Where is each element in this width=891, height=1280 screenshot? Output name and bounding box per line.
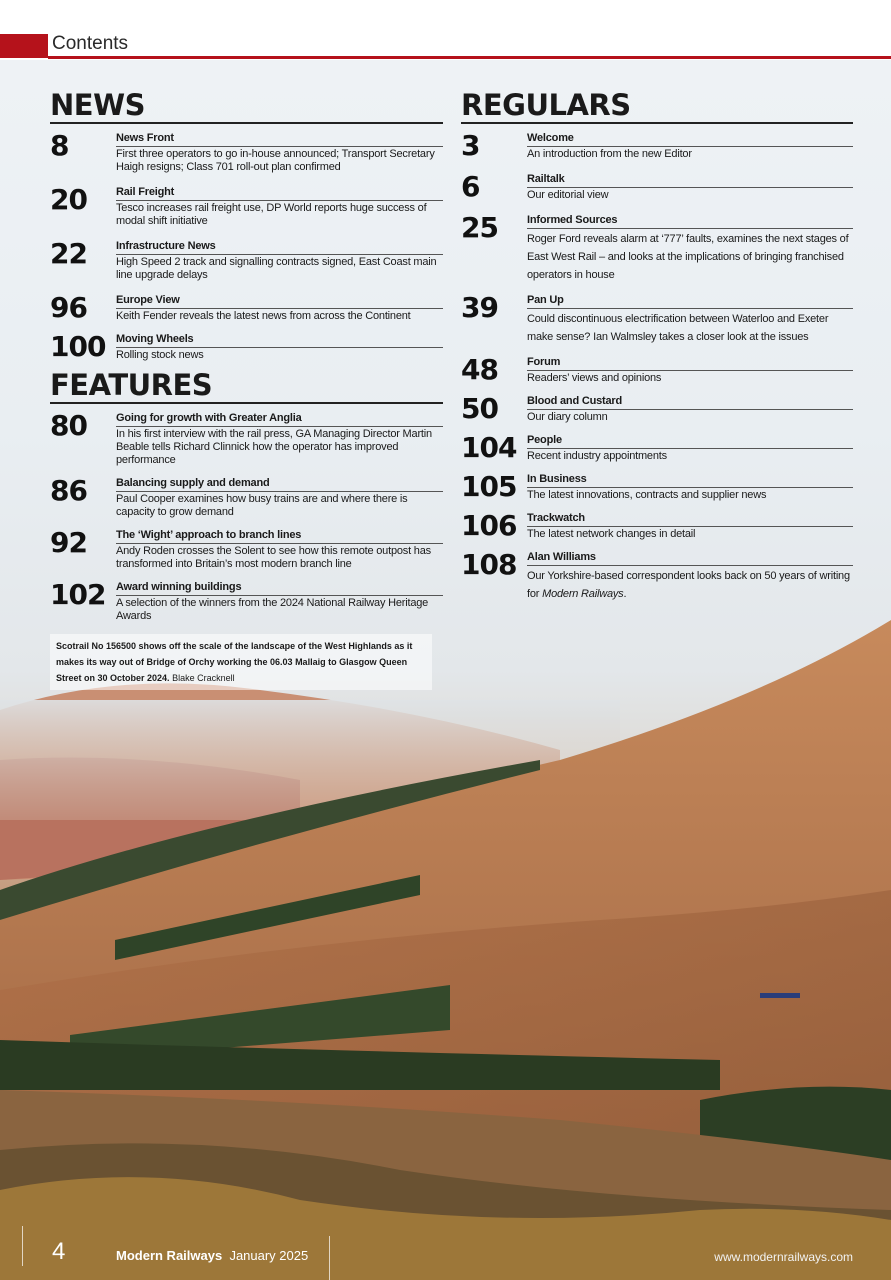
toc-entry[interactable] bbox=[461, 548, 853, 603]
page-number-ref: 86 bbox=[50, 474, 87, 507]
entry-body bbox=[116, 294, 443, 323]
entry-title[interactable]: The ‘Wight’ approach to branch lines bbox=[116, 529, 443, 544]
toc-entry[interactable] bbox=[50, 474, 443, 519]
entry-body bbox=[116, 333, 443, 362]
page-title: Contents bbox=[52, 33, 129, 54]
entry-title[interactable]: In Business bbox=[527, 473, 853, 488]
entry-body bbox=[527, 551, 853, 603]
entry-description-text: Our Yorkshire-based correspondent looks back on 50 years of writing for bbox=[527, 570, 850, 600]
entry-body bbox=[527, 132, 853, 161]
page-number-ref: 106 bbox=[461, 509, 517, 542]
issue-date: January 2025 bbox=[229, 1248, 309, 1263]
entry-description bbox=[116, 544, 443, 571]
page-number-ref: 80 bbox=[50, 409, 87, 442]
entry-description bbox=[527, 410, 853, 424]
entry-title[interactable]: Forum bbox=[527, 356, 853, 371]
photo-caption bbox=[50, 634, 432, 690]
news-heading: NEWS bbox=[50, 88, 443, 124]
entry-description bbox=[527, 188, 853, 202]
entry-title[interactable]: Informed Sources bbox=[527, 214, 853, 229]
entry-description bbox=[116, 309, 443, 323]
entry-description bbox=[116, 255, 443, 282]
entry-body bbox=[116, 186, 443, 228]
page-number-ref: 3 bbox=[461, 129, 480, 162]
toc-entry[interactable] bbox=[461, 470, 853, 503]
toc-entry[interactable] bbox=[461, 353, 853, 386]
toc-entry[interactable] bbox=[50, 183, 443, 228]
entry-body bbox=[527, 294, 853, 346]
toc-entry[interactable] bbox=[50, 409, 443, 467]
page-number-ref: 8 bbox=[50, 129, 69, 162]
entry-description-text: A selection of the winners from the 2024 National Railway Heritage Awards bbox=[116, 597, 429, 622]
entry-body bbox=[116, 477, 443, 519]
page-header bbox=[0, 32, 891, 60]
page-number-ref: 25 bbox=[461, 211, 498, 244]
page-number-ref: 22 bbox=[50, 237, 87, 270]
entry-body bbox=[116, 240, 443, 282]
page-number-ref: 96 bbox=[50, 291, 87, 324]
entry-description-text: Our editorial view bbox=[527, 189, 609, 201]
entry-description bbox=[527, 229, 853, 284]
entry-description bbox=[527, 527, 853, 541]
entry-body bbox=[527, 173, 853, 202]
toc-entry[interactable] bbox=[461, 291, 853, 346]
page-number-ref: 39 bbox=[461, 291, 498, 324]
entry-description-text: Readers’ views and opinions bbox=[527, 372, 662, 384]
caption-text: Scotrail No 156500 shows off the scale of the landscape of the West Highlands as it makes its way out of Bridge of Orchy working the 06.03 Mallaig to Glasgow Queen Street on 30 October 2024. bbox=[56, 641, 413, 683]
news-list bbox=[50, 129, 443, 363]
page-number: 4 bbox=[52, 1238, 66, 1265]
entry-description-text: Tesco increases rail freight use, DP World reports huge success of modal shift initiative bbox=[116, 202, 427, 227]
entry-description bbox=[116, 427, 443, 467]
entry-description-text: High Speed 2 track and signalling contracts signed, East Coast main line upgrade delays bbox=[116, 256, 437, 281]
entry-title[interactable]: Balancing supply and demand bbox=[116, 477, 443, 492]
crop-mark bbox=[22, 1226, 23, 1266]
page-number-ref: 20 bbox=[50, 183, 87, 216]
entry-description bbox=[527, 449, 853, 463]
entry-description-end: . bbox=[623, 588, 627, 600]
crop-mark bbox=[329, 1236, 330, 1280]
entry-description-text: Our diary column bbox=[527, 411, 608, 423]
toc-entry[interactable] bbox=[50, 526, 443, 571]
toc-entry[interactable] bbox=[461, 392, 853, 425]
entry-body bbox=[527, 512, 853, 541]
entry-description-text: First three operators to go in-house announced; Transport Secretary Haigh resigns; Class 701 roll-out plan confirmed bbox=[116, 148, 435, 173]
entry-title[interactable]: Europe View bbox=[116, 294, 443, 309]
entry-description bbox=[527, 309, 853, 346]
regulars-heading: REGULARS bbox=[461, 88, 853, 124]
entry-body bbox=[527, 434, 853, 463]
entry-description bbox=[116, 348, 443, 362]
entry-body bbox=[527, 473, 853, 502]
toc-entry[interactable] bbox=[50, 578, 443, 623]
toc-entry[interactable] bbox=[461, 509, 853, 542]
publication-line bbox=[116, 1248, 308, 1263]
entry-body bbox=[527, 356, 853, 385]
photo-credit: Blake Cracknell bbox=[172, 673, 235, 683]
entry-description-text: Recent industry appointments bbox=[527, 450, 667, 462]
section-tab bbox=[0, 34, 48, 58]
toc-entry[interactable] bbox=[50, 291, 443, 324]
toc-entry[interactable] bbox=[461, 170, 853, 203]
entry-title[interactable]: People bbox=[527, 434, 853, 449]
entry-description bbox=[116, 596, 443, 623]
entry-description-text: The latest innovations, contracts and supplier news bbox=[527, 489, 767, 501]
entry-description-text: In his first interview with the rail press, GA Managing Director Martin Beable tells Richard Clinnick how the operator has improved performance bbox=[116, 428, 432, 466]
entry-description bbox=[116, 492, 443, 519]
entry-body bbox=[116, 529, 443, 571]
entry-title[interactable]: Railtalk bbox=[527, 173, 853, 188]
entry-title[interactable]: Rail Freight bbox=[116, 186, 443, 201]
entry-title[interactable]: Infrastructure News bbox=[116, 240, 443, 255]
toc-entry[interactable] bbox=[50, 330, 443, 363]
entry-title[interactable]: Pan Up bbox=[527, 294, 853, 309]
page-number-ref: 102 bbox=[50, 578, 106, 611]
toc-entry[interactable] bbox=[461, 129, 853, 162]
entry-description-text: Paul Cooper examines how busy trains are and where there is capacity to grow demand bbox=[116, 493, 408, 518]
entry-body bbox=[527, 395, 853, 424]
entry-description-text: Rolling stock news bbox=[116, 349, 204, 361]
features-heading: FEATURES bbox=[50, 368, 443, 404]
entry-description bbox=[116, 147, 443, 174]
entry-description bbox=[527, 566, 853, 603]
entry-title[interactable]: Blood and Custard bbox=[527, 395, 853, 410]
entry-description-text: An introduction from the new Editor bbox=[527, 148, 692, 160]
page-number-ref: 108 bbox=[461, 548, 517, 581]
entry-title[interactable]: Trackwatch bbox=[527, 512, 853, 527]
entry-body bbox=[116, 581, 443, 623]
page-number-ref: 92 bbox=[50, 526, 87, 559]
entry-description-text: Keith Fender reveals the latest news from across the Continent bbox=[116, 310, 411, 322]
entry-title[interactable]: News Front bbox=[116, 132, 443, 147]
left-column bbox=[50, 88, 443, 633]
entry-description bbox=[527, 488, 853, 502]
publication-name: Modern Railways bbox=[116, 1248, 223, 1263]
entry-description-italic: Modern Railways bbox=[542, 588, 624, 600]
entry-body bbox=[116, 132, 443, 174]
page-footer bbox=[0, 1226, 891, 1280]
page-number-ref: 6 bbox=[461, 170, 480, 203]
toc-entry[interactable] bbox=[461, 211, 853, 284]
page-number-ref: 48 bbox=[461, 353, 498, 386]
entry-body bbox=[116, 412, 443, 467]
features-list bbox=[50, 409, 443, 623]
toc-entry[interactable] bbox=[50, 129, 443, 174]
right-column bbox=[461, 88, 853, 613]
entry-description-text: The latest network changes in detail bbox=[527, 528, 696, 540]
entry-description bbox=[527, 371, 853, 385]
regulars-list bbox=[461, 129, 853, 603]
entry-description bbox=[116, 201, 443, 228]
entry-title[interactable]: Alan Williams bbox=[527, 551, 853, 566]
entry-body bbox=[527, 214, 853, 284]
page-number-ref: 50 bbox=[461, 392, 498, 425]
page-number-ref: 104 bbox=[461, 431, 517, 464]
entry-description-text: Roger Ford reveals alarm at ‘777’ faults, examines the next stages of East West Rail – and looks at the implications of bringing franchised operators in house bbox=[527, 233, 849, 281]
entry-description-text: Andy Roden crosses the Solent to see how this remote outpost has transformed into Britain’s most modern branch line bbox=[116, 545, 431, 570]
website-link[interactable]: www.modernrailways.com bbox=[714, 1250, 853, 1264]
page-number-ref: 100 bbox=[50, 330, 106, 363]
entry-title[interactable]: Going for growth with Greater Anglia bbox=[116, 412, 443, 427]
header-rule bbox=[48, 56, 891, 59]
page-number-ref: 105 bbox=[461, 470, 517, 503]
entry-title[interactable]: Moving Wheels bbox=[116, 333, 443, 348]
entry-description bbox=[527, 147, 853, 161]
entry-title[interactable]: Award winning buildings bbox=[116, 581, 443, 596]
entry-description-text: Could discontinuous electrification between Waterloo and Exeter make sense? Ian Walmsley takes a closer look at the issues bbox=[527, 313, 829, 343]
entry-title[interactable]: Welcome bbox=[527, 132, 853, 147]
toc-entry[interactable] bbox=[461, 431, 853, 464]
toc-entry[interactable] bbox=[50, 237, 443, 282]
